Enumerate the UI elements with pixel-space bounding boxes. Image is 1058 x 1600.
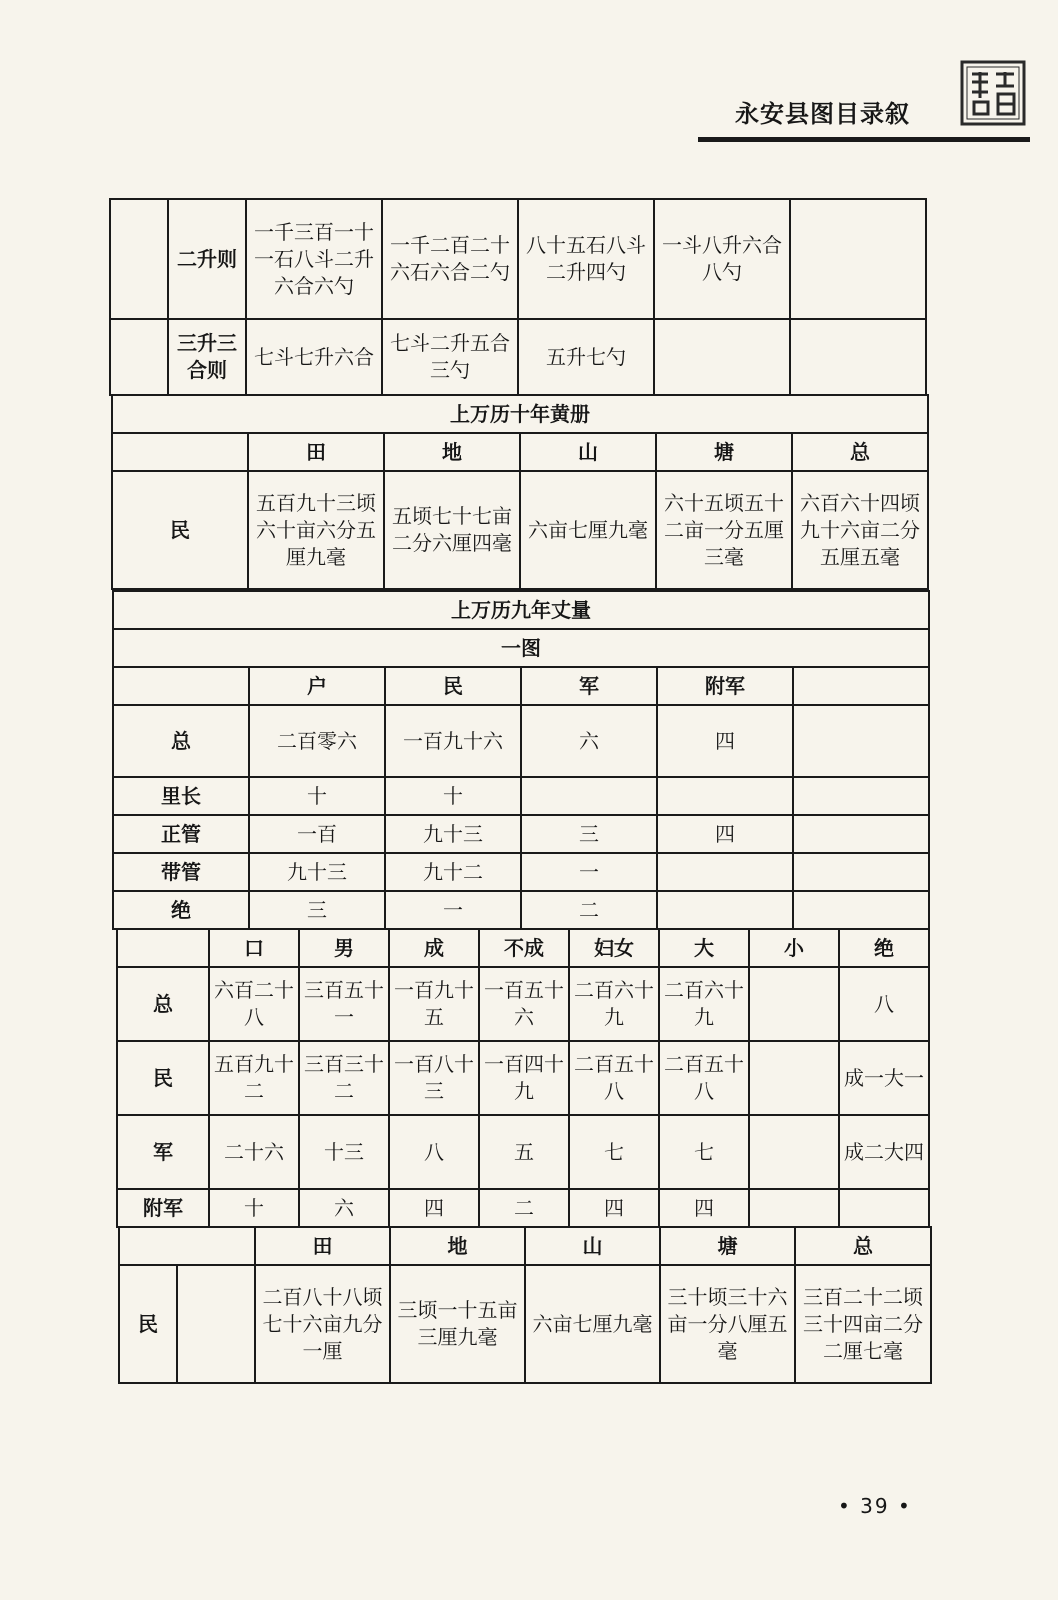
page-number: • 39 • (838, 1494, 912, 1518)
table-header-row (112, 433, 928, 471)
value-cell (790, 199, 926, 319)
table-header-row (113, 667, 929, 705)
value-cell: 七斗二升五合三勺 (382, 319, 518, 395)
row-label: 绝 (113, 891, 249, 929)
table-row (112, 471, 928, 589)
value-cell (749, 967, 839, 1041)
table-row (117, 967, 929, 1041)
column-header: 地 (384, 433, 520, 471)
value-cell: 六亩七厘九毫 (520, 471, 656, 589)
value-cell: 二百五十八 (569, 1041, 659, 1115)
blank-cell (119, 1227, 255, 1265)
blank-cell (110, 199, 168, 319)
column-header: 田 (255, 1227, 390, 1265)
value-cell: 一百九十六 (385, 705, 521, 777)
value-cell: 十 (249, 777, 385, 815)
column-header: 户 (249, 667, 385, 705)
value-cell: 二百六十九 (659, 967, 749, 1041)
value-cell: 二十六 (209, 1115, 299, 1189)
section-subtitle: 一图 (113, 629, 929, 667)
value-cell: 七 (569, 1115, 659, 1189)
value-cell: 五升七勺 (518, 319, 654, 395)
row-label: 总 (113, 705, 249, 777)
section-banner: 上万历九年丈量 (113, 591, 929, 629)
value-cell: 九十三 (385, 815, 521, 853)
table-row (110, 199, 926, 319)
column-header: 口 (209, 929, 299, 967)
column-header: 山 (520, 433, 656, 471)
table-row (110, 319, 926, 395)
grain-rate-table (109, 198, 927, 396)
value-cell: 四 (657, 705, 793, 777)
column-header: 塘 (660, 1227, 795, 1265)
value-cell: 九十二 (385, 853, 521, 891)
value-cell: 二百零六 (249, 705, 385, 777)
column-header: 男 (299, 929, 389, 967)
value-cell: 一 (521, 853, 657, 891)
value-cell (749, 1041, 839, 1115)
value-cell: 五百九十三顷六十亩六分五厘九毫 (248, 471, 384, 589)
value-cell: 三 (249, 891, 385, 929)
blank-cell (117, 929, 209, 967)
survey-land-table (118, 1226, 932, 1384)
value-cell: 五顷七十七亩二分六厘四毫 (384, 471, 520, 589)
blank-cell (177, 1265, 255, 1383)
value-cell (521, 777, 657, 815)
value-cell: 一斗八升六合八勺 (654, 199, 790, 319)
value-cell (749, 1115, 839, 1189)
table-row (113, 591, 929, 629)
table-header-row (119, 1227, 931, 1265)
value-cell (839, 1189, 929, 1227)
value-cell: 三百三十二 (299, 1041, 389, 1115)
value-cell: 二 (521, 891, 657, 929)
value-cell: 四 (657, 815, 793, 853)
column-header: 小 (749, 929, 839, 967)
column-header: 民 (385, 667, 521, 705)
value-cell: 三十顷三十六亩一分八厘五毫 (660, 1265, 795, 1383)
value-cell: 七斗七升六合 (246, 319, 382, 395)
value-cell: 六亩七厘九毫 (525, 1265, 660, 1383)
value-cell: 一 (385, 891, 521, 929)
value-cell: 六百二十八 (209, 967, 299, 1041)
row-label: 总 (117, 967, 209, 1041)
column-header: 军 (521, 667, 657, 705)
value-cell (654, 319, 790, 395)
row-label: 民 (112, 471, 248, 589)
value-cell (793, 777, 929, 815)
value-cell: 一百 (249, 815, 385, 853)
table-row (113, 853, 929, 891)
value-cell (790, 319, 926, 395)
table-row (113, 891, 929, 929)
value-cell: 四 (389, 1189, 479, 1227)
blank-cell (110, 319, 168, 395)
table-row (113, 815, 929, 853)
table-row (113, 705, 929, 777)
column-header: 田 (248, 433, 384, 471)
value-cell: 四 (569, 1189, 659, 1227)
table-row (113, 629, 929, 667)
value-cell (793, 891, 929, 929)
value-cell: 成一大一 (839, 1041, 929, 1115)
value-cell: 一百九十五 (389, 967, 479, 1041)
value-cell: 一百四十九 (479, 1041, 569, 1115)
blank-cell (112, 433, 248, 471)
table-row (113, 777, 929, 815)
column-header: 不成 (479, 929, 569, 967)
value-cell: 六百六十四顷九十六亩二分五厘五毫 (792, 471, 928, 589)
value-cell: 八 (389, 1115, 479, 1189)
value-cell: 六 (299, 1189, 389, 1227)
section-banner: 上万历十年黄册 (112, 395, 928, 433)
value-cell (793, 853, 929, 891)
value-cell: 六 (521, 705, 657, 777)
column-header: 大 (659, 929, 749, 967)
table-row (117, 1041, 929, 1115)
yellow-register-table (111, 394, 929, 590)
value-cell: 十 (385, 777, 521, 815)
column-header: 地 (390, 1227, 525, 1265)
column-header: 妇女 (569, 929, 659, 967)
table-header-row (117, 929, 929, 967)
value-cell: 十 (209, 1189, 299, 1227)
population-table (116, 928, 930, 1228)
column-header: 附军 (657, 667, 793, 705)
row-label: 民 (117, 1041, 209, 1115)
table-row (119, 1265, 931, 1383)
value-cell: 七 (659, 1115, 749, 1189)
value-cell: 八 (839, 967, 929, 1041)
column-header: 绝 (839, 929, 929, 967)
value-cell: 二百六十九 (569, 967, 659, 1041)
row-label: 带管 (113, 853, 249, 891)
value-cell: 九十三 (249, 853, 385, 891)
blank-cell (113, 667, 249, 705)
value-cell: 二 (479, 1189, 569, 1227)
value-cell: 三 (521, 815, 657, 853)
value-cell: 成二大四 (839, 1115, 929, 1189)
row-label: 三升三合则 (168, 319, 246, 395)
column-header: 总 (792, 433, 928, 471)
value-cell: 五 (479, 1115, 569, 1189)
value-cell (657, 853, 793, 891)
row-label: 里长 (113, 777, 249, 815)
row-label: 附军 (117, 1189, 209, 1227)
value-cell: 三百二十二顷三十四亩二分二厘七毫 (795, 1265, 931, 1383)
value-cell: 六十五顷五十二亩一分五厘三毫 (656, 471, 792, 589)
seal-stamp-icon (958, 58, 1028, 128)
header-rule (698, 137, 1030, 142)
value-cell: 三百五十一 (299, 967, 389, 1041)
value-cell (793, 705, 929, 777)
value-cell: 十三 (299, 1115, 389, 1189)
value-cell: 二百八十八顷七十六亩九分一厘 (255, 1265, 390, 1383)
value-cell (749, 1189, 839, 1227)
value-cell: 八十五石八斗二升四勺 (518, 199, 654, 319)
value-cell: 三顷一十五亩三厘九毫 (390, 1265, 525, 1383)
value-cell (657, 777, 793, 815)
value-cell: 一百五十六 (479, 967, 569, 1041)
table-row (117, 1189, 929, 1227)
column-header: 山 (525, 1227, 660, 1265)
row-label: 二升则 (168, 199, 246, 319)
column-header: 成 (389, 929, 479, 967)
row-label: 正管 (113, 815, 249, 853)
value-cell: 五百九十二 (209, 1041, 299, 1115)
table-row (117, 1115, 929, 1189)
value-cell: 一千三百一十一石八斗二升六合六勺 (246, 199, 382, 319)
survey-household-table (112, 590, 930, 930)
column-header: 总 (795, 1227, 931, 1265)
value-cell: 四 (659, 1189, 749, 1227)
row-label: 军 (117, 1115, 209, 1189)
value-cell (793, 815, 929, 853)
value-cell: 一千二百二十六石六合二勺 (382, 199, 518, 319)
column-header (793, 667, 929, 705)
table-row (112, 395, 928, 433)
row-label: 民 (119, 1265, 177, 1383)
value-cell: 二百五十八 (659, 1041, 749, 1115)
value-cell: 一百八十三 (389, 1041, 479, 1115)
running-header-title: 永安县图目录叙 (735, 100, 910, 128)
column-header: 塘 (656, 433, 792, 471)
value-cell (657, 891, 793, 929)
